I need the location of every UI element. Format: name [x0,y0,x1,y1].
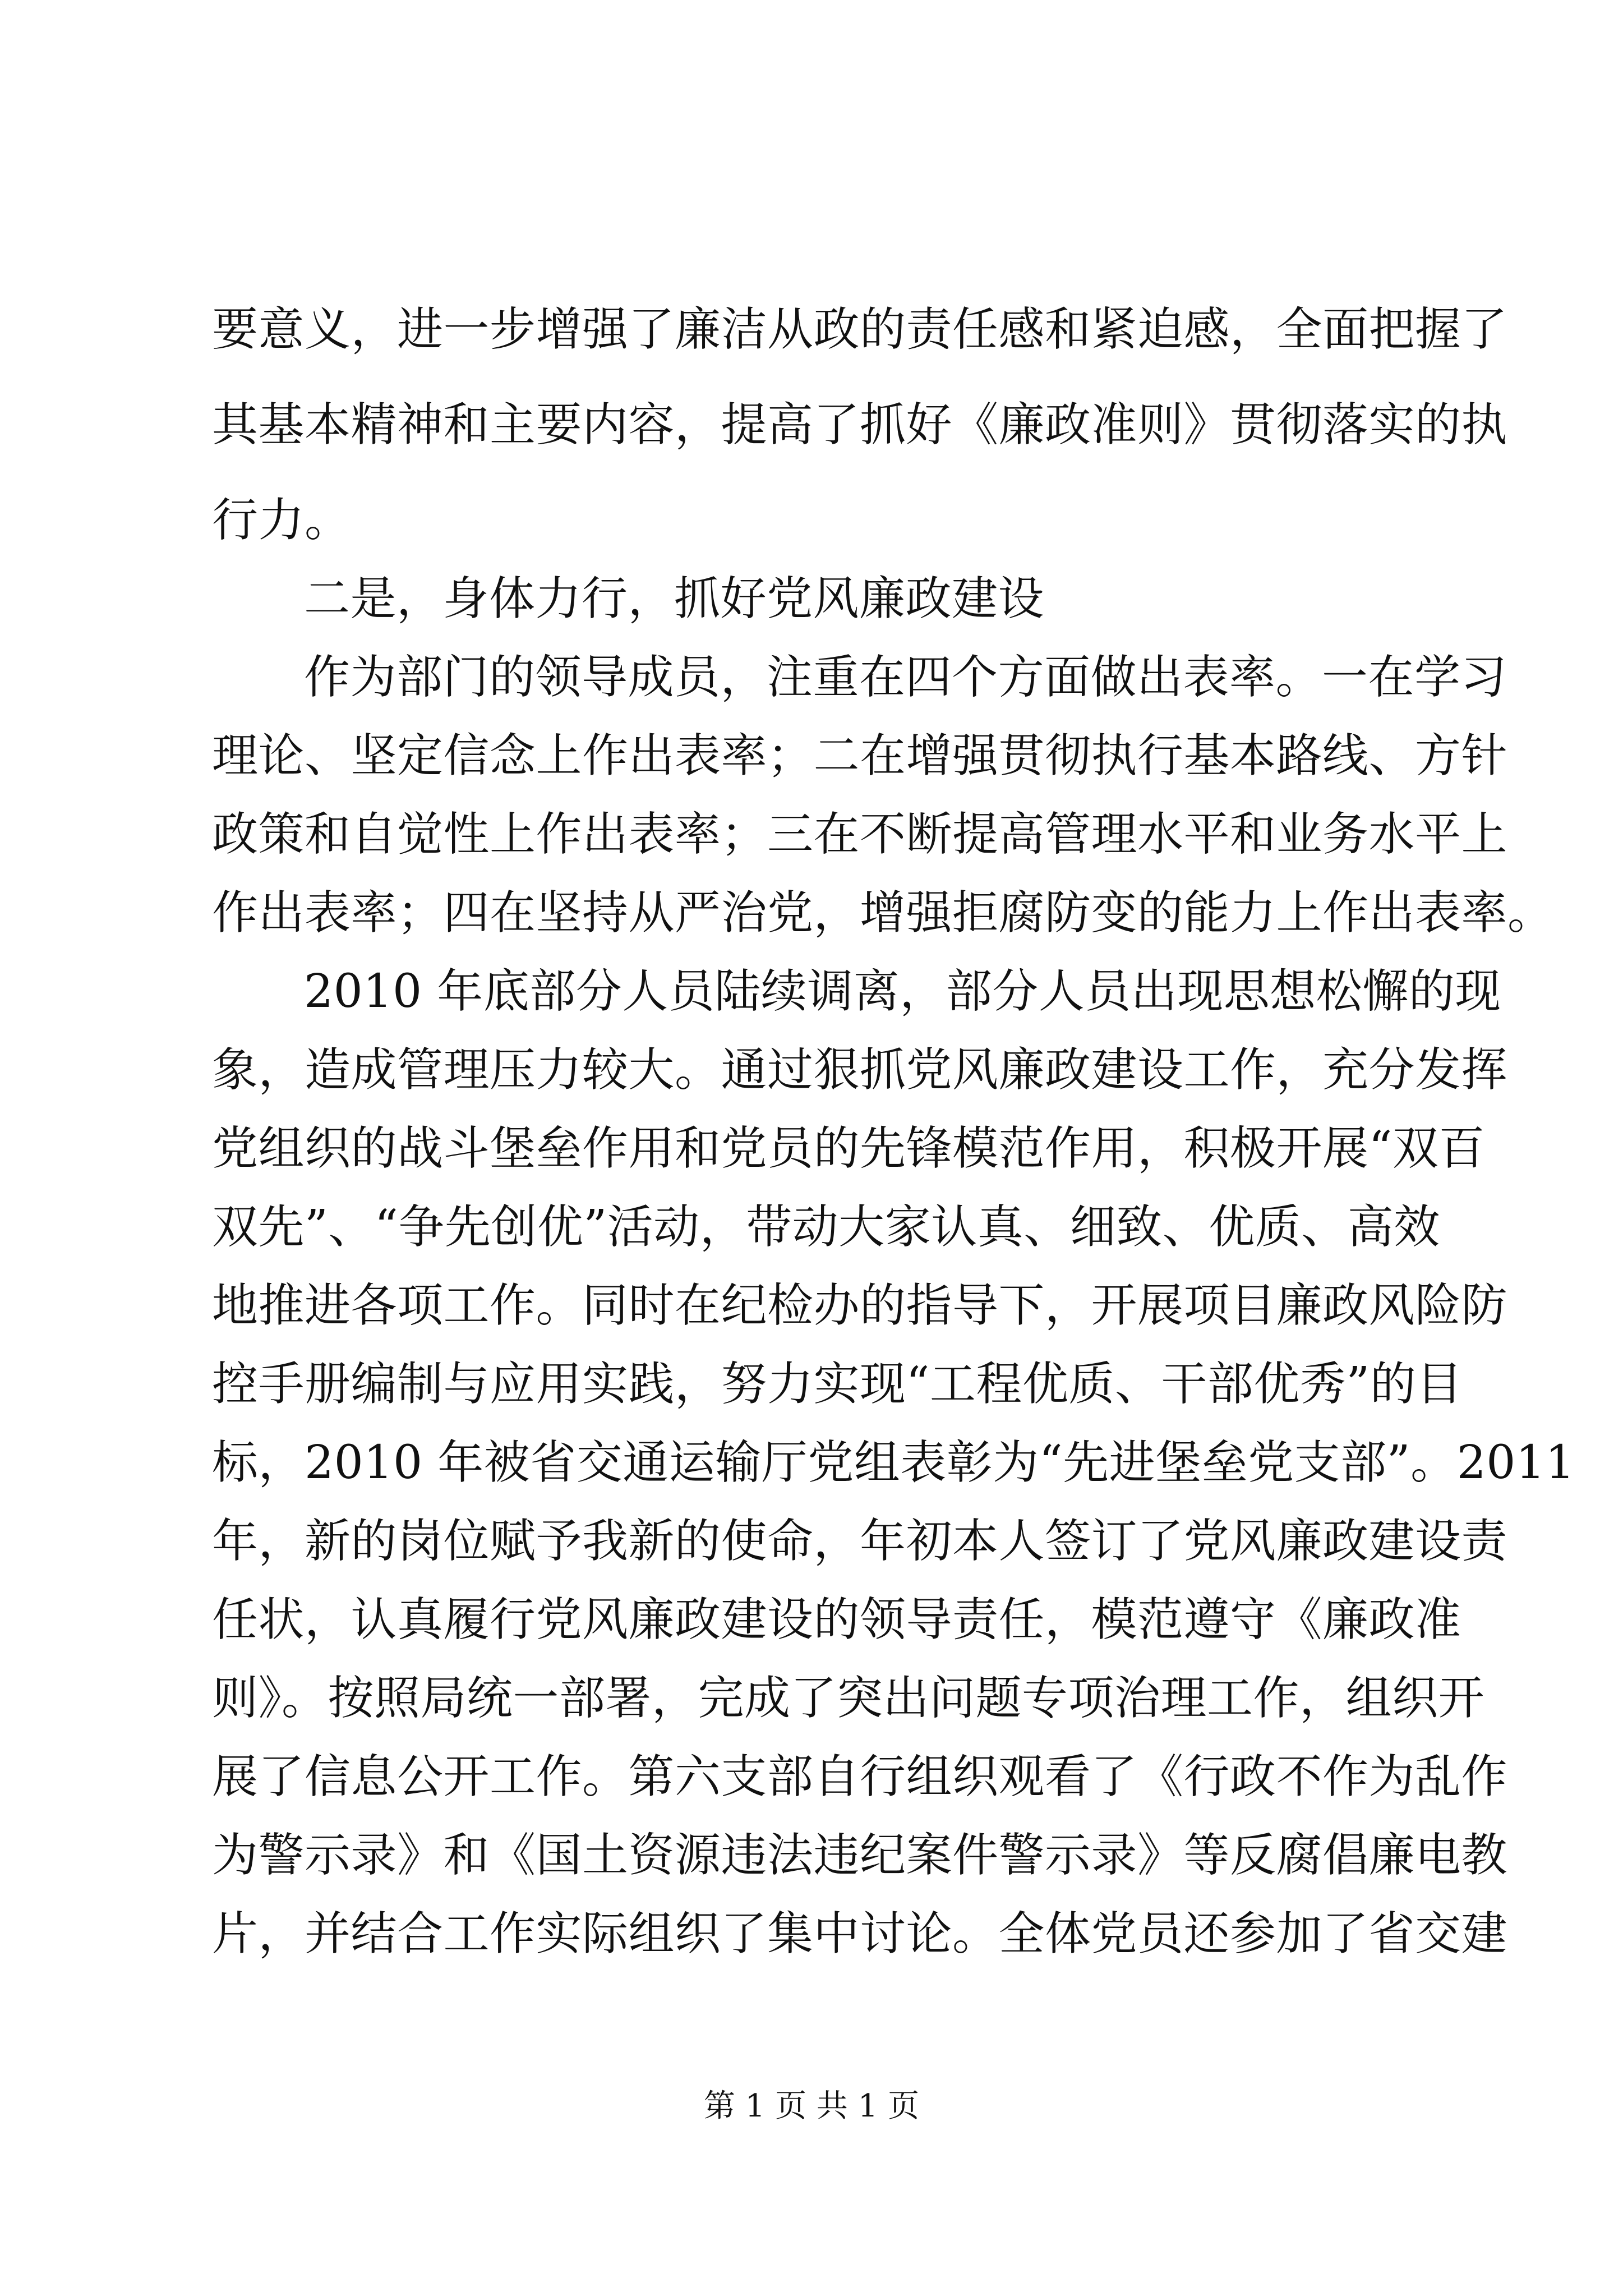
text-line: 地推进各项工作。同时在纪检办的指导下，开展项目廉政风险防 [212,1279,1508,1332]
text-line: 要意义，进一步增强了廉洁从政的责任感和紧迫感，全面把握了 [212,303,1508,356]
text-line: 党组织的战斗堡垒作用和党员的先锋模范作用，积极开展“双百 [212,1122,1485,1175]
text-line: 理论、坚定信念上作出表率；二在增强贯彻执行基本路线、方针 [212,729,1508,783]
section-heading: 二是，身体力行，抓好党风廉政建设 [304,572,1045,625]
text-line: 标，2010 年被省交通运输厅党组表彰为“先进堡垒党支部”。2011 [212,1436,1575,1489]
text-line: 双先”、“争先创优”活动，带动大家认真、细致、优质、高效 [212,1200,1440,1254]
text-line: 作为部门的领导成员，注重在四个方面做出表率。一在学习 [304,651,1507,704]
page-number-footer: 第 1 页 共 1 页 [703,2088,920,2124]
text-line: 其基本精神和主要内容，提高了抓好《廉政准则》贯彻落实的执 [212,398,1508,452]
text-line: 行力。 [212,494,351,547]
text-line: 则》。按照局统一部署，完成了突出问题专项治理工作，组织开 [212,1672,1485,1725]
text-line: 控手册编制与应用实践，努力实现“工程优质、干部优秀”的目 [212,1358,1463,1411]
text-line: 作出表率；四在坚持从严治党，增强拒腐防变的能力上作出表率。 [212,886,1554,940]
text-line: 为警示录》和《国土资源违法违纪案件警示录》等反腐倡廉电教 [212,1829,1508,1882]
text-line: 展了信息公开工作。第六支部自行组织观看了《行政不作为乱作 [212,1750,1508,1803]
text-line: 政策和自觉性上作出表率；三在不断提高管理水平和业务水平上 [212,808,1508,861]
text-line: 2010 年底部分人员陆续调离，部分人员出现思想松懈的现 [304,965,1501,1018]
text-line: 片，并结合工作实际组织了集中讨论。全体党员还参加了省交建 [212,1907,1508,1961]
text-line: 象，造成管理压力较大。通过狠抓党风廉政建设工作，充分发挥 [212,1043,1508,1097]
text-line: 年，新的岗位赋予我新的使命，年初本人签订了党风廉政建设责 [212,1515,1508,1568]
text-line: 任状，认真履行党风廉政建设的领导责任，模范遵守《廉政准 [212,1593,1461,1646]
